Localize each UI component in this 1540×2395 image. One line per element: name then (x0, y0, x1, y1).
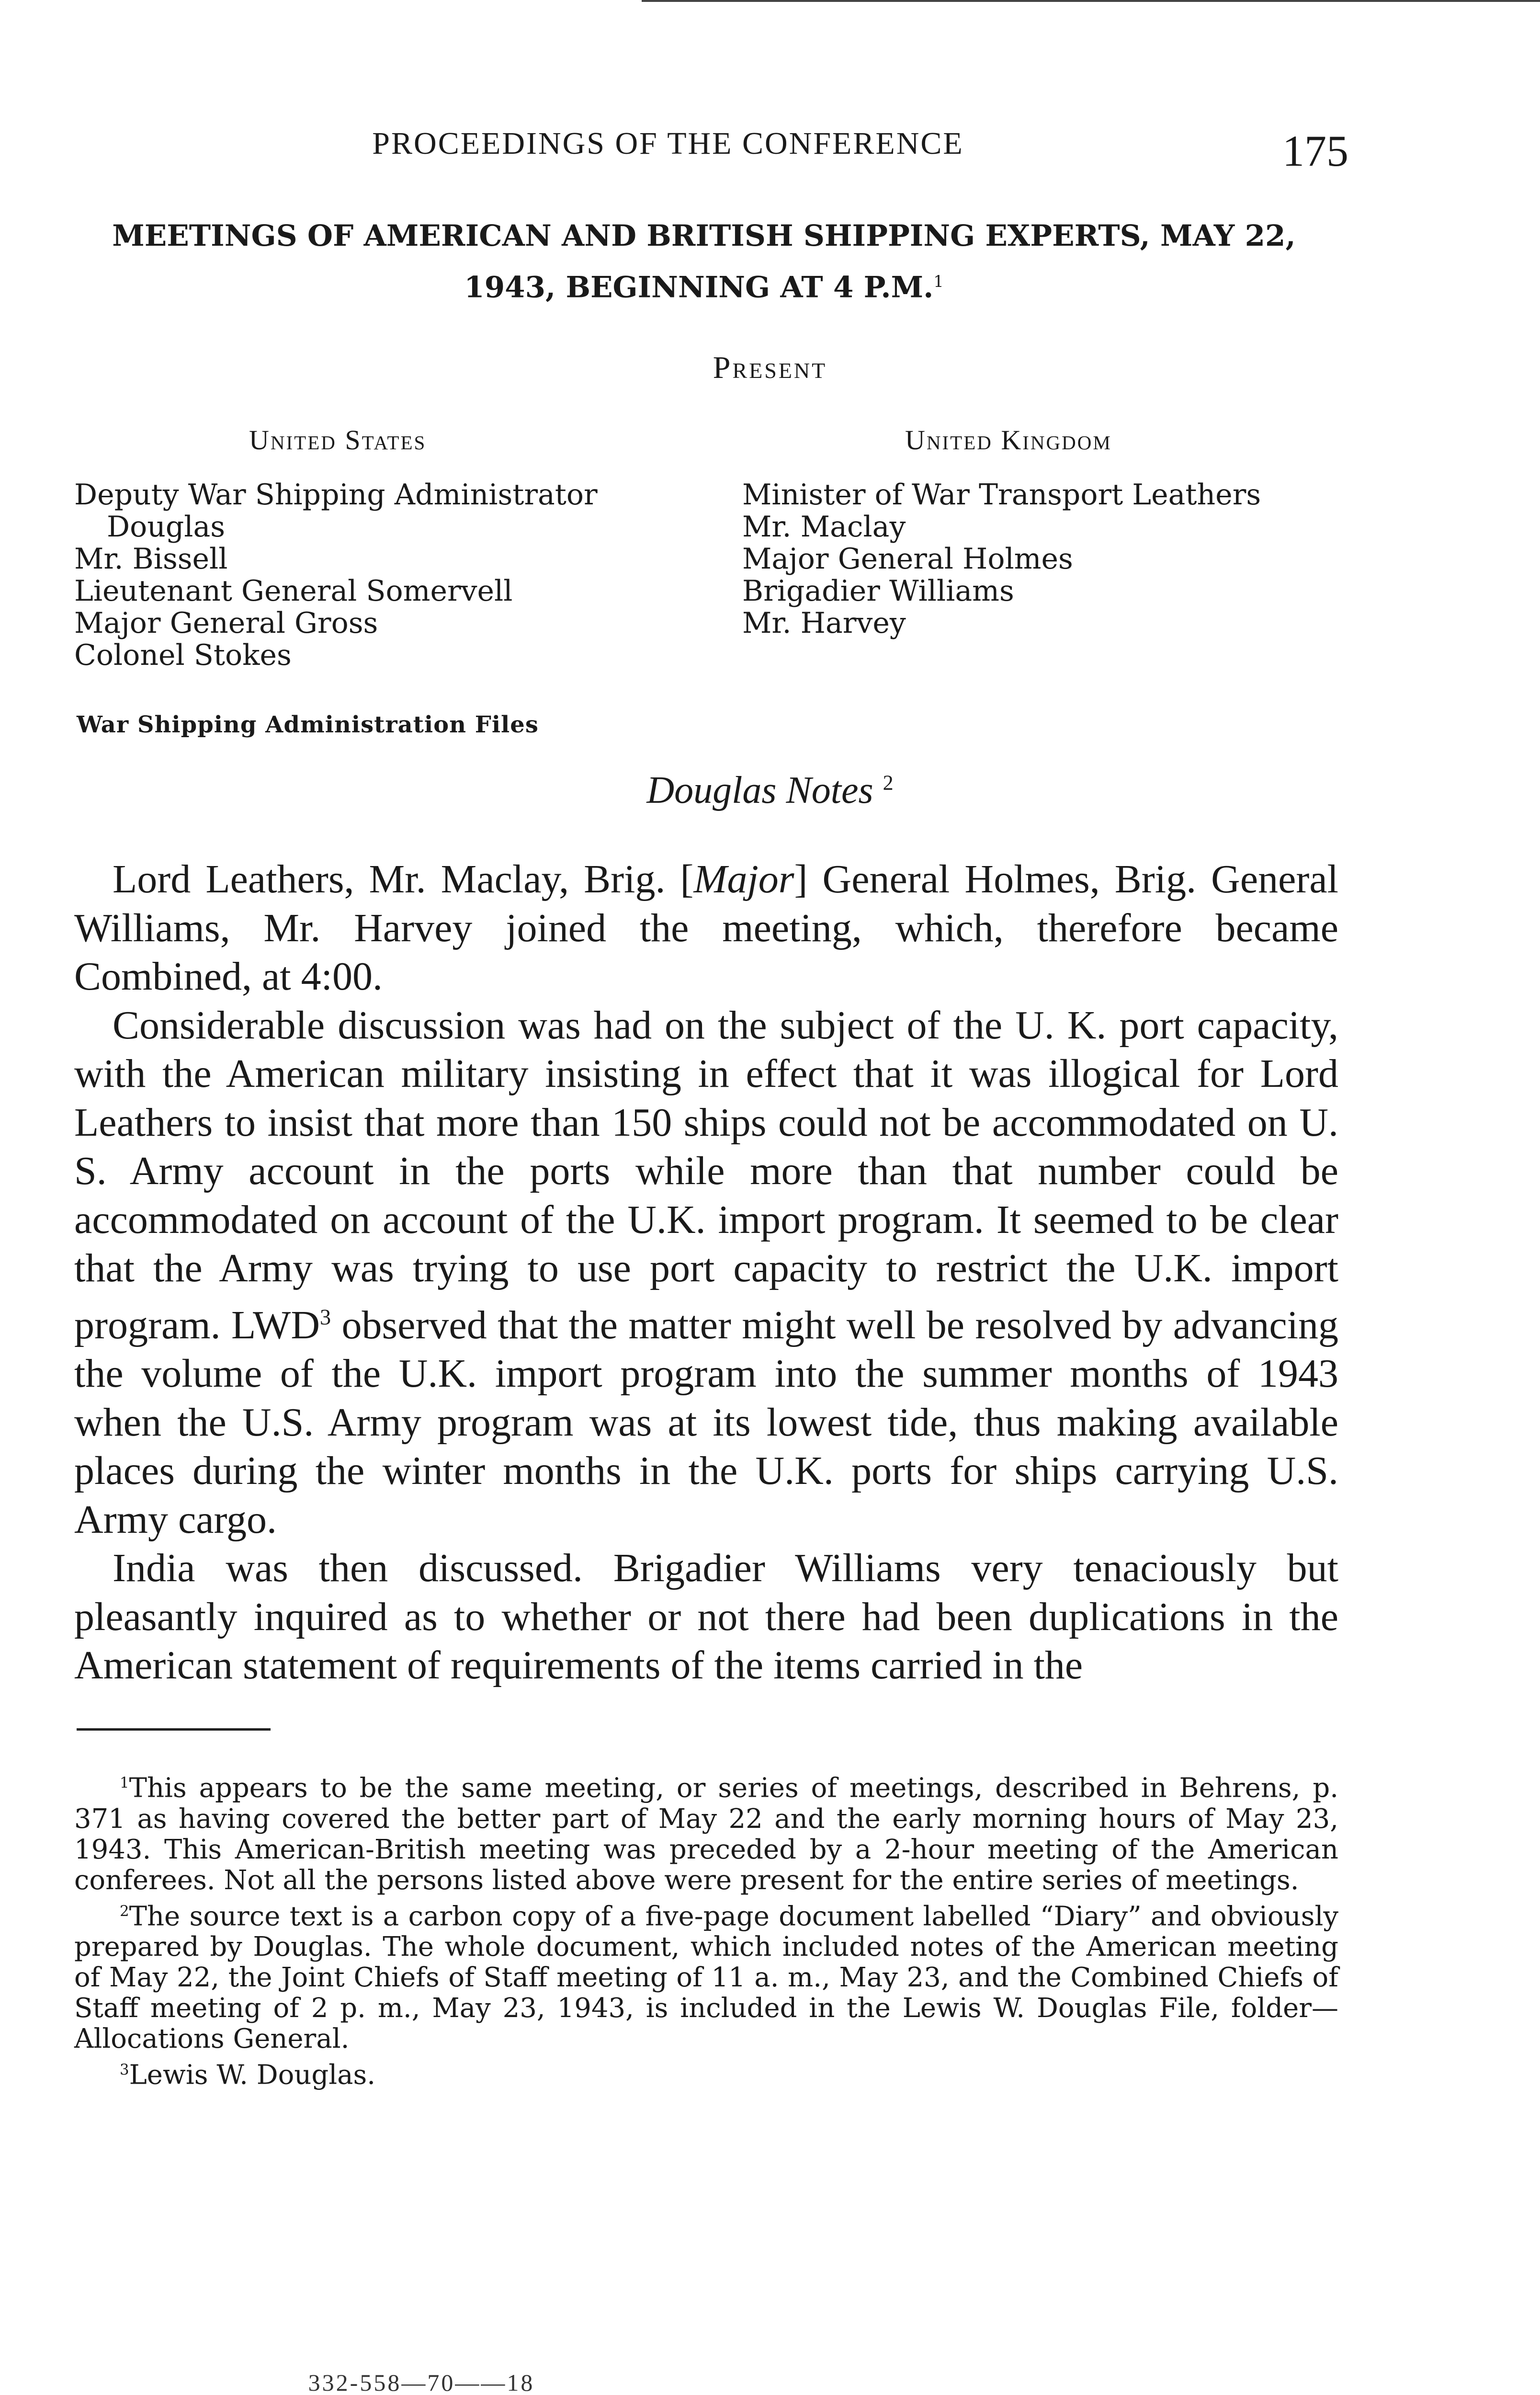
us-roster (74, 479, 697, 672)
us-member: Douglas (107, 510, 226, 544)
us-heading: United States (249, 424, 427, 456)
footnote-rule (77, 1728, 271, 1731)
footnote: $^1$This appears to be the same meeting, or series of meetings, described in Behrens, p. 371 as having covered the better part of May 22 and the early morning hours of May 23, 1943. This American-British meeting was preceded by a 2-hour meeting of the American conferees. Not all the persons listed above were present for the entire series of meetings. (74, 1772, 1338, 1896)
title-line-1: MEETINGS OF AMERICAN AND BRITISH SHIPPING EXPERTS, MAY 22, (112, 219, 1296, 253)
notes-title: Douglas Notes $^2$ (646, 769, 894, 811)
title-line-2: 1943, BEGINNING AT 4 P.M.$^1$ (464, 270, 944, 305)
uk-member: Major General Holmes (742, 542, 1073, 576)
page-number: 175 (1282, 126, 1348, 175)
uk-member: Mr. Harvey (742, 606, 906, 640)
printer-mark: 332-558—70——18 (308, 2369, 535, 2395)
body-footnote-marker[interactable]: 3 (319, 1304, 331, 1329)
editorial-insertion: Major (693, 857, 794, 901)
us-member: Deputy War Shipping Administrator (74, 478, 598, 512)
us-member: Mr. Bissell (74, 542, 228, 576)
uk-member: Minister of War Transport Leathers (742, 478, 1261, 512)
us-member: Major General Gross (74, 606, 378, 640)
running-head: PROCEEDINGS OF THE CONFERENCE (372, 126, 964, 161)
body-text (74, 855, 1338, 1690)
title-footnote-marker[interactable]: 1 (933, 272, 944, 291)
paragraph: Considerable discussion was had on the subject of the U. K. port capacity, with the American military insisting in effect that it was illogical for Lord Leathers to insist that more than 150 ships could not be accommodated on U. S. Army account in the ports while more than that number could be accommodated on account of the U.K. import program. It seemed to be clear that the Army was trying to use port capacity to restrict the U.K. import program. LWD$^3$ observed that the matter might well be resolved by advancing the volume of the U.K. import program into the summer months of 1943 when the U.S. Army program was at its lowest tide, thus making available places during the winter months in the U.K. ports for ships carrying U.S. Army cargo. (74, 1003, 1338, 1542)
source-attribution: War Shipping Administration Files (77, 711, 539, 738)
us-member: Lieutenant General Somervell (74, 574, 513, 608)
us-member: Colonel Stokes (74, 639, 292, 672)
paragraph: India was then discussed. Brigadier Williams very tenaciously but pleasantly inquired as to whether or not there had been duplications in the American statement of requirements of the items carried in the (74, 1546, 1338, 1688)
top-border-rule (642, 0, 1540, 2)
present-heading: Present (713, 350, 827, 385)
meeting-title (72, 213, 1336, 310)
uk-member: Mr. Maclay (742, 510, 906, 544)
footnotes (74, 1768, 1338, 2091)
paragraph: Lord Leathers, Mr. Maclay, Brig. [Major] General Holmes, Brig. General Williams, Mr. Harvey joined the meeting, which, therefore became Combined, at 4:00. (74, 857, 1339, 999)
uk-heading: United Kingdom (905, 424, 1112, 456)
footnote: $^3$Lewis W. Douglas. (120, 2059, 376, 2091)
footnote: $^2$The source text is a carbon copy of a five-page document labelled “Diary” and obviously prepared by Douglas. The whole document, which included notes of the American meeting of May 22, the Joint Chiefs of Staff meeting of 11 a. m., May 23, and the Combined Chiefs of Staff meeting of 2 p. m., May 23, 1943, is included in the Lewis W. Douglas File, folder—Allocations General. (74, 1901, 1338, 2055)
uk-roster (742, 479, 1365, 639)
notes-footnote-marker[interactable]: 2 (883, 771, 894, 795)
uk-member: Brigadier Williams (742, 574, 1014, 608)
